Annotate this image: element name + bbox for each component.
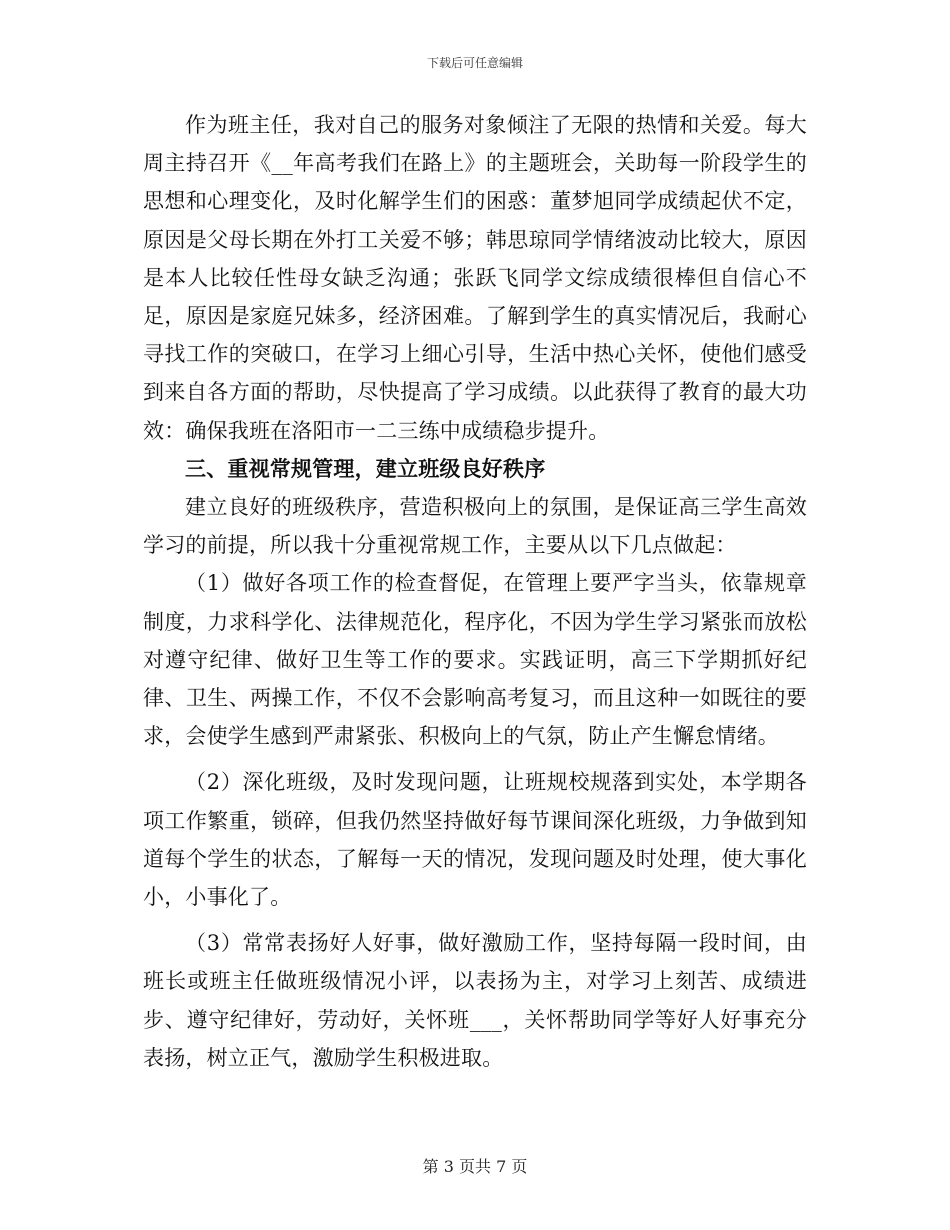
page-footer: 第 3 页共 7 页 <box>422 1157 528 1176</box>
paragraph-class-care: 作为班主任，我对自己的服务对象倾注了无限的热情和关爱。每大周主持召开《__年高考我们在路上》的主题班会，关助每一阶段学生的思想和心理变化，及时化解学生们的困惑：董梦旭同学成绩起伏不定，原因是父母长期在外打工关爱不够；韩思琼同学情绪波动比较大，原因是本人比较任性母女缺乏沟通；张跃飞同学文综成绩很棒但自信心不足，原因是家庭兄妹多，经济困难。了解到学生的真实情况后，我耐心寻找工作的突破口，在学习上细心引导，生活中热心关怀，使他们感受到来自各方面的帮助，尽快提高了学习成绩。以此获得了教育的最大功效：确保我班在洛阳市一二三练中成绩稳步提升。 <box>143 113 807 443</box>
section-heading-routine-management: 三、重视常规管理，建立班级良好秩序 <box>185 455 546 481</box>
paragraph-class-order: 建立良好的班级秩序，营造积极向上的氛围，是保证高三学生高效学习的前提，所以我十分重视常规工作，主要从以下几点做起： <box>143 495 807 558</box>
paragraph-item-3: （3）常常表扬好人好事，做好激励工作，坚持每隔一段时间，由班长或班主任做班级情况小评，以表扬为主，对学习上刻苦、成绩进步、遵守纪律好，劳动好，关怀班___，关怀帮助同学等好人好事充分表扬，树立正气，激励学生积极进取。 <box>143 931 807 1070</box>
document-body <box>143 106 807 1077</box>
paragraph-item-2: （2）深化班级，及时发现问题，让班规校规落到实处，本学期各项工作繁重，锁碎，但我仍然坚持做好每节课间深化班级，力争做到知道每个学生的状态，了解每一天的情况，发现问题及时处理，使大事化小，小事化了。 <box>143 770 807 910</box>
page-header: 下载后可任意编辑 <box>426 56 523 70</box>
paragraph-item-1: （1）做好各项工作的检查督促，在管理上要严字当头，依靠规章制度，力求科学化、法律规范化，程序化，不因为学生学习紧张而放松对遵守纪律、做好卫生等工作的要求。实践证明，高三下学期抓好纪律、卫生、两操工作，不仅不会影响高考复习，而且这种一如既往的要求，会使学生感到严肃紧张、积极向上的气氛，防止产生懈怠情绪。 <box>143 571 807 749</box>
